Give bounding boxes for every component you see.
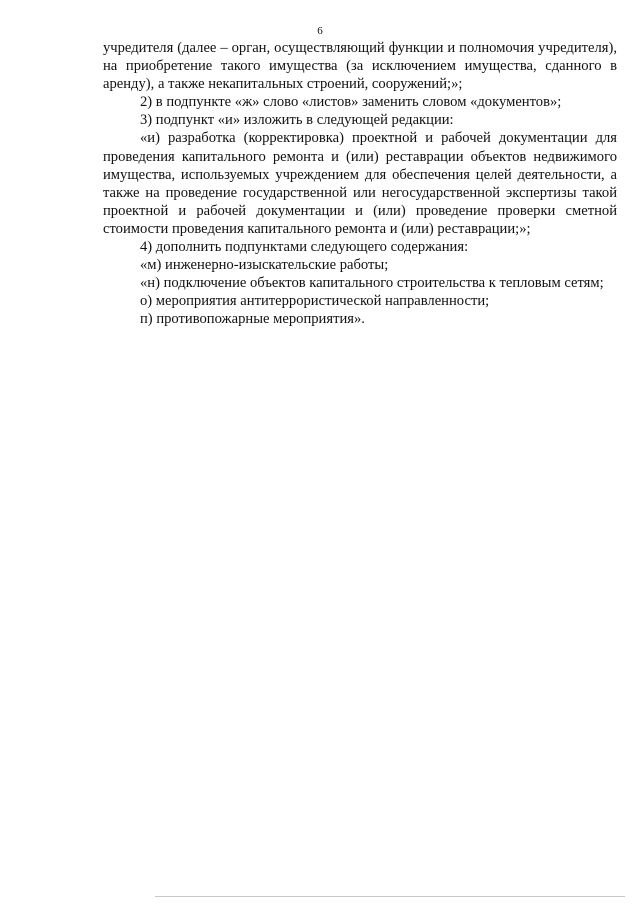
paragraph-subitem-n: «н) подключение объектов капитального строительства к тепловым сетям; <box>140 275 604 292</box>
page-number: 6 <box>317 25 323 37</box>
paragraph-item-3: 3) подпункт «и» изложить в следующей редакции: <box>140 112 454 129</box>
document-body <box>103 39 617 329</box>
bottom-divider <box>155 896 625 897</box>
paragraph-subitem-m: «м) инженерно-изыскательские работы; <box>140 257 389 274</box>
paragraph-subitem-o: о) мероприятия антитеррористической направленности; <box>140 293 490 310</box>
paragraph-subitem-i: «и) разработка (корректировка) проектной и рабочей документации для проведения капитального ремонта и (или) реставрации объектов недвижимого имущества, используемых учреждением для обеспечения целей деятельности, а также на проведение государственной или негосударственной экспертизы такой проектной и рабочей документации и (или) проведение проверки сметной стоимости проведения капитального ремонта и (или) реставрации;»; <box>103 130 617 237</box>
paragraph-item-4: 4) дополнить подпунктами следующего содержания: <box>140 239 469 256</box>
paragraph-continuation: учредителя (далее – орган, осуществляющий функции и полномочия учредителя), на приобретение такого имущества (за исключением имущества, сданного в аренду), а также некапитальных строений, сооружений;»; <box>103 40 617 93</box>
paragraph-item-2: 2) в подпункте «ж» слово «листов» заменить словом «документов»; <box>140 94 562 111</box>
paragraph-subitem-p: п) противопожарные мероприятия». <box>140 311 365 328</box>
